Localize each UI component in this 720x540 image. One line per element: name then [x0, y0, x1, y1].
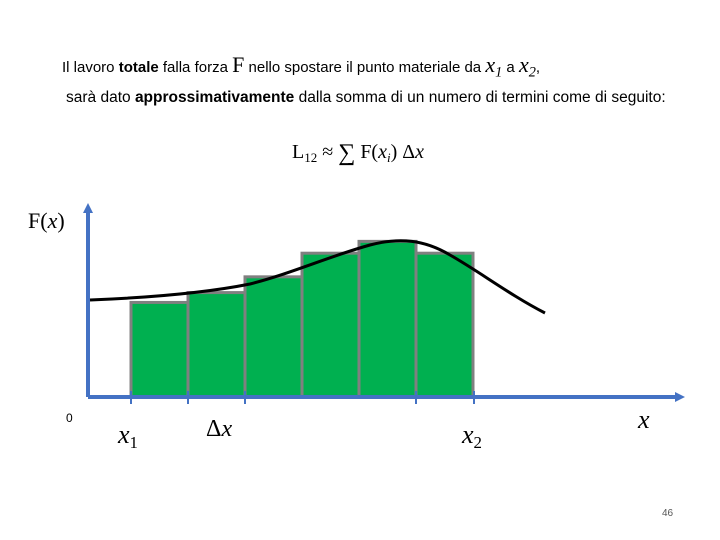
- page-number: 46: [662, 508, 674, 519]
- line2-text-c: dalla somma di un numero di termini come di seguito:: [294, 89, 666, 106]
- formula-delta: Δ: [397, 141, 416, 163]
- y-axis-label: F(x): [28, 208, 65, 233]
- formula-approx: ≈: [317, 141, 339, 163]
- riemann-bar-5: [359, 241, 416, 397]
- line2-text-a: sarà dato: [66, 89, 135, 106]
- formula-lhs: $L_{12}$: [292, 141, 318, 165]
- riemann-bar-4: [302, 253, 359, 397]
- line1-bold-totale: totale: [118, 59, 159, 76]
- line2-bold-approx: approssimativamente: [134, 89, 295, 106]
- line1-text-c: falla forza: [158, 59, 233, 76]
- x1-label: $x_1$: [118, 420, 138, 453]
- line1-end: ,: [535, 59, 541, 76]
- line1-connector: a: [502, 59, 519, 76]
- riemann-bar-1: [131, 302, 188, 397]
- riemann-rectangles: [131, 241, 473, 397]
- riemann-bar-2: [188, 293, 245, 397]
- sigma-symbol: ∑: [338, 140, 356, 166]
- force-symbol: F: [232, 52, 245, 77]
- formula-dx: x: [415, 141, 425, 163]
- line1-text-d: nello spostare il punto materiale da: [244, 59, 486, 76]
- x-axis-label: x: [638, 405, 650, 434]
- riemann-bar-6: [416, 253, 473, 397]
- delta-x-label: Δx: [206, 416, 233, 442]
- riemann-bar-3: [245, 277, 302, 397]
- line1-text-a: Il lavoro: [62, 59, 119, 76]
- formula-xi: $x_i$: [378, 141, 391, 165]
- x2-symbol: $x_2$: [518, 52, 536, 81]
- formula-f-open: F(: [355, 141, 379, 163]
- origin-label: 0: [66, 411, 73, 425]
- x2-label: $x_2$: [462, 420, 482, 453]
- x1-symbol: $x_1$: [485, 52, 503, 81]
- formula-f-close: ): [390, 141, 398, 163]
